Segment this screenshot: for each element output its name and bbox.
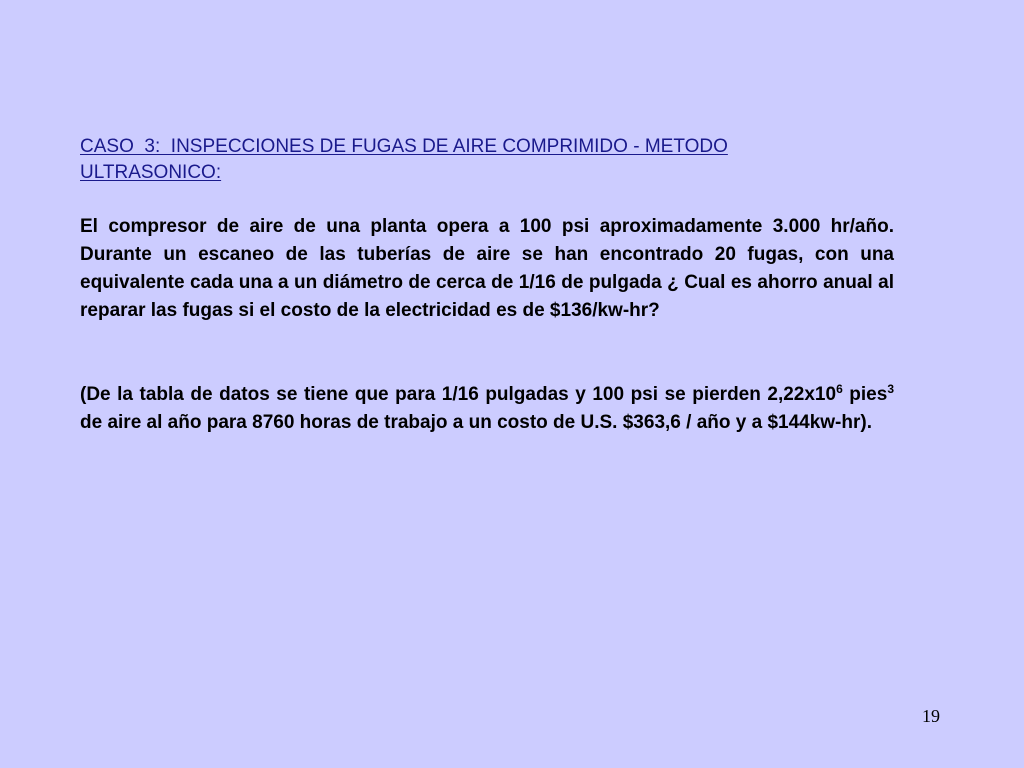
data-note xyxy=(80,381,894,437)
problem-statement: El compresor de aire de una planta opera a 100 psi aproximadamente 3.000 hr/año. Durante un escaneo de las tuberías de aire se han encontrado 20 fugas, con una equivalente cada una a un diámetro de cerca de 1/16 de pulgada ¿ Cual es ahorro anual al reparar las fugas si el costo de la electricidad es de $136/kw-hr? xyxy=(80,216,894,321)
page-number: 19 xyxy=(922,706,940,726)
exponent-3: 3 xyxy=(887,382,894,396)
slide-title xyxy=(80,134,900,186)
data-note-part2: pies xyxy=(842,384,888,405)
data-note-part1: (De la tabla de datos se tiene que para 1/16 pulgadas y 100 psi se pierden 2,22x10 xyxy=(80,384,837,405)
exponent-6: 6 xyxy=(836,382,843,396)
slide-title-line1: CASO 3: INSPECCIONES DE FUGAS DE AIRE COMPRIMIDO - METODO xyxy=(80,136,728,157)
data-note-part3: de aire al año para 8760 horas de trabajo a un costo de U.S. $363,6 / año y a $144kw-hr). xyxy=(80,412,872,433)
slide-title-line2: ULTRASONICO: xyxy=(80,162,222,183)
